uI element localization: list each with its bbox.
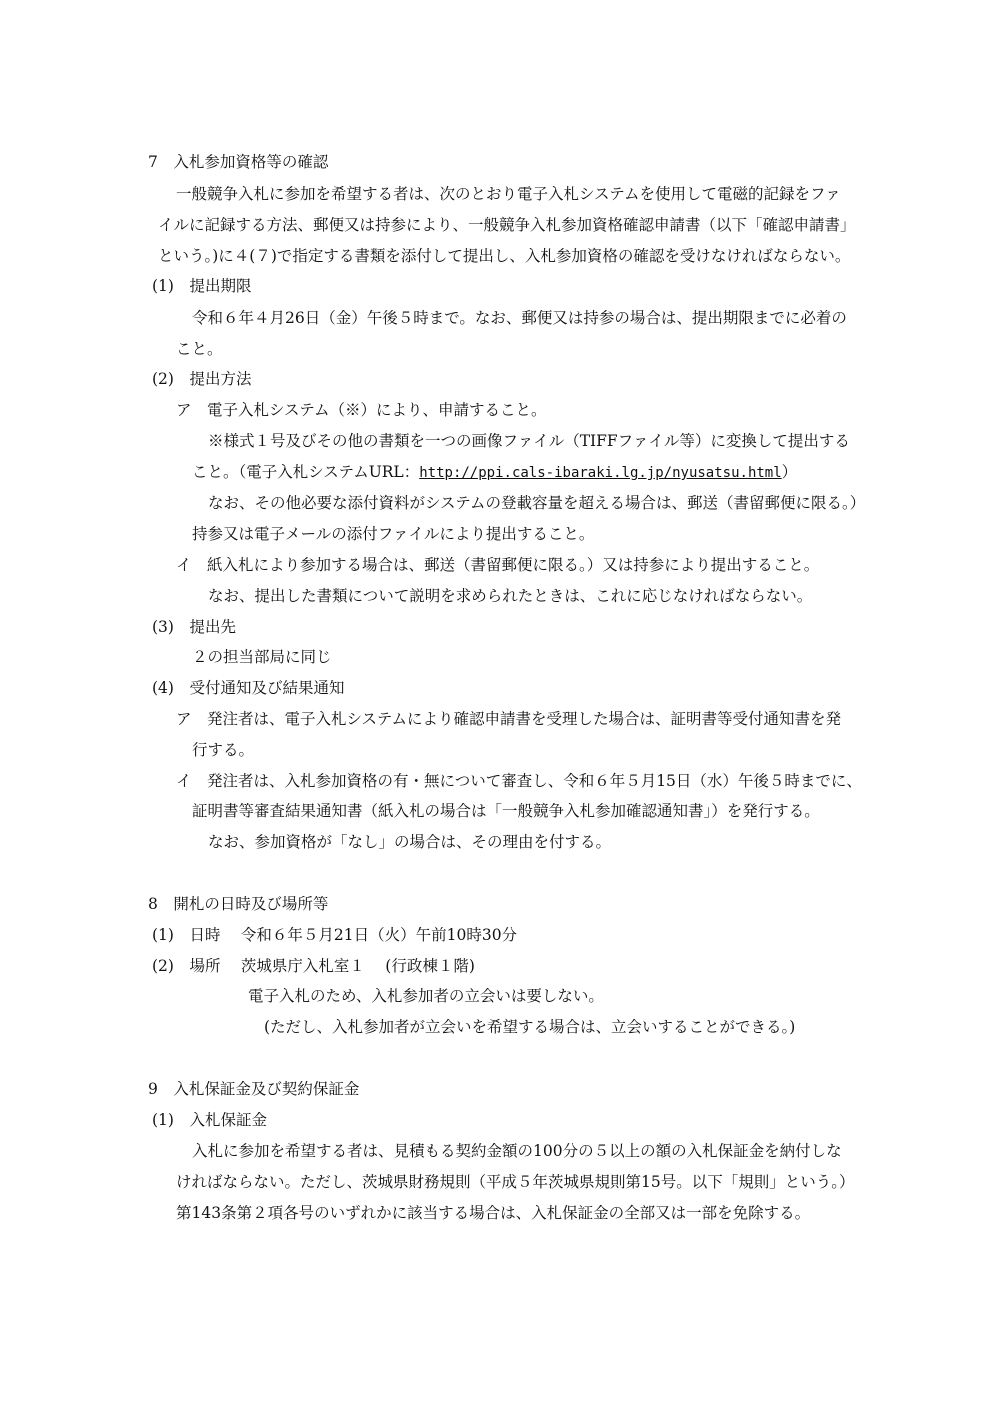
section-7-heading: 7 入札参加資格等の確認 <box>148 153 329 171</box>
item-4-title: (4) 受付通知及び結果通知 <box>152 679 345 697</box>
section-9-line-1: 入札に参加を希望する者は、見積もる契約金額の100分の５以上の額の入札保証金を納付しな <box>192 1142 842 1160</box>
item-1-line-2: こと。 <box>176 340 223 358</box>
item-2-note-4: 持参又は電子メールの添付ファイルにより提出すること。 <box>192 525 595 543</box>
item-2-a: ア 電子入札システム（※）により、申請すること。 <box>176 401 547 419</box>
section-8-item-2: (2) 場所 茨城県庁入札室１ (行政棟１階) <box>152 957 475 975</box>
item-2-note-1: ※様式１号及びその他の書類を一つの画像ファイル（TIFFファイル等）に変換して提出する <box>208 432 850 450</box>
item-3-body: ２の担当部局に同じ <box>192 648 332 666</box>
section-8-item-2-note-1: 電子入札のため、入札参加者の立会いは要しない。 <box>248 987 604 1005</box>
section-9-heading: 9 入札保証金及び契約保証金 <box>148 1080 360 1098</box>
item-1-title: (1) 提出期限 <box>152 277 252 295</box>
section-7-para-line-1: 一般競争入札に参加を希望する者は、次のとおり電子入札システムを使用して電磁的記録をファ <box>176 185 841 203</box>
item-2-i: イ 紙入札により参加する場合は、郵送（書留郵便に限る。）又は持参により提出すること。 <box>176 556 820 574</box>
item-3-title: (3) 提出先 <box>152 618 236 636</box>
section-8-item-2-note-2: (ただし、入札参加者が立会いを希望する場合は、立会いすることができる。) <box>264 1018 796 1036</box>
item-4-a-line-2: 行する。 <box>192 741 255 759</box>
section-7-para-line-3: という。)に４(７)で指定する書類を添付して提出し、入札参加資格の確認を受けなければならない。 <box>158 247 851 265</box>
item-4-i-line-3: なお、参加資格が「なし」の場合は、その理由を付する。 <box>208 833 612 851</box>
section-7-para-line-2: イルに記録する方法、郵便又は持参により、一般競争入札参加資格確認申請書（以下「確認申請書」 <box>158 216 856 234</box>
item-4-i-line-1: イ 発注者は、入札参加資格の有・無について審査し、令和６年５月15日（水）午後５時までに、 <box>176 772 862 790</box>
item-2-note-3: なお、その他必要な添付資料がシステムの登載容量を超える場合は、郵送（書留郵便に限る。） <box>208 494 866 512</box>
section-9-line-3: 第143条第２項各号のいずれかに該当する場合は、入札保証金の全部又は一部を免除する。 <box>176 1204 811 1222</box>
section-8-item-1: (1) 日時 令和６年５月21日（火）午前10時30分 <box>152 926 518 944</box>
item-2-title: (2) 提出方法 <box>152 370 252 388</box>
ebid-system-url-link[interactable]: http://ppi.cals-ibaraki.lg.jp/nyusatsu.html <box>419 465 782 481</box>
item-2-note-2-prefix: こと。（電子入札システムURL： <box>192 463 420 481</box>
item-2-i-note: なお、提出した書類について説明を求められたときは、これに応じなければならない。 <box>208 587 813 605</box>
item-2-note-2-suffix: ） <box>781 463 798 481</box>
item-2-note-2 <box>192 460 797 485</box>
item-4-a-line-1: ア 発注者は、電子入札システムにより確認申請書を受理した場合は、証明書等受付通知書を発 <box>176 710 841 728</box>
section-9-line-2: ければならない。ただし、茨城県財務規則（平成５年茨城県規則第15号。以下「規則」という。） <box>176 1173 855 1191</box>
item-4-i-line-2: 証明書等審査結果通知書（紙入札の場合は「一般競争入札参加確認通知書」）を発行する。 <box>192 802 820 820</box>
section-8-heading: 8 開札の日時及び場所等 <box>148 895 329 913</box>
item-1-line-1: 令和６年４月26日（金）午後５時まで。なお、郵便又は持参の場合は、提出期限までに必着の <box>192 309 847 327</box>
section-9-item-1-title: (1) 入札保証金 <box>152 1111 267 1129</box>
